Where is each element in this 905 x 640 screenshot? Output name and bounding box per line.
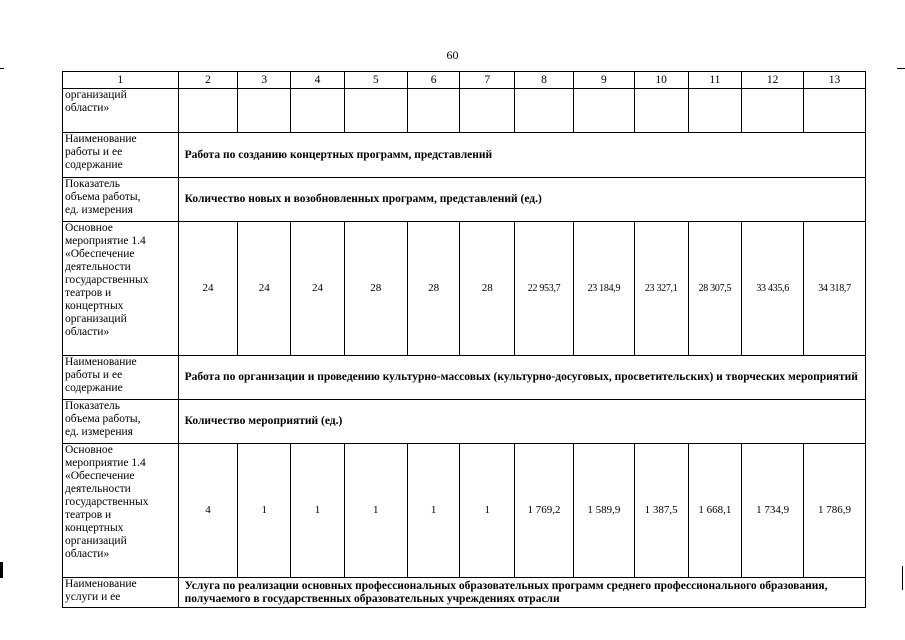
- column-number: 13: [804, 72, 866, 89]
- value-cell: 28 307,5: [688, 222, 742, 356]
- value-cell: 1 387,5: [634, 444, 688, 578]
- column-number: 10: [634, 72, 688, 89]
- left-edge-tick: [0, 68, 4, 69]
- table-row: [63, 578, 866, 608]
- value-cell: 1 769,2: [515, 444, 574, 578]
- column-number: 3: [238, 72, 291, 89]
- column-number: 1: [63, 72, 179, 89]
- column-number: 11: [688, 72, 742, 89]
- value-cell: 28: [407, 222, 460, 356]
- value-cell: 24: [291, 222, 345, 356]
- volume-indicator-text: Количество мероприятий (ед.): [178, 400, 865, 444]
- value-cell: 1: [344, 444, 407, 578]
- column-number: 5: [344, 72, 407, 89]
- empty-cell: [407, 89, 460, 133]
- value-cell: 23 184,9: [573, 222, 634, 356]
- value-cell: 28: [460, 222, 515, 356]
- right-scan-mark: [902, 566, 903, 590]
- empty-cell: [178, 89, 238, 133]
- row-label: Показатель объема работы, ед. измерения: [63, 178, 179, 222]
- table-row: [63, 178, 866, 222]
- value-cell: 1 668,1: [688, 444, 742, 578]
- empty-cell: [688, 89, 742, 133]
- empty-cell: [573, 89, 634, 133]
- column-number: 9: [573, 72, 634, 89]
- table-row: [63, 356, 866, 400]
- row-label: организаций области»: [63, 89, 179, 133]
- value-cell: 4: [178, 444, 238, 578]
- empty-cell: [742, 89, 804, 133]
- value-cell: 23 327,1: [634, 222, 688, 356]
- value-cell: 1: [291, 444, 345, 578]
- value-cell: 33 435,6: [742, 222, 804, 356]
- work-name-text: Работа по созданию концертных программ, представлений: [178, 133, 865, 178]
- row-label: Основное мероприятие 1.4 «Обеспечение деятельности государственных театров и концертных организаций области»: [63, 222, 179, 356]
- page-number: 60: [446, 48, 459, 62]
- row-label: Наименование работы и ее содержание: [63, 356, 179, 400]
- value-cell: 22 953,7: [515, 222, 574, 356]
- table-row: [63, 444, 866, 578]
- empty-cell: [515, 89, 574, 133]
- column-number: 7: [460, 72, 515, 89]
- empty-cell: [634, 89, 688, 133]
- empty-cell: [291, 89, 345, 133]
- table-row: [63, 222, 866, 356]
- column-number: 8: [515, 72, 574, 89]
- empty-cell: [460, 89, 515, 133]
- row-label: Наименование работы и ее содержание: [63, 133, 179, 178]
- value-cell: 24: [178, 222, 238, 356]
- right-edge-tick: [897, 68, 905, 69]
- value-cell: 1 589,9: [573, 444, 634, 578]
- table-row: [63, 400, 866, 444]
- value-cell: 1: [238, 444, 291, 578]
- column-number: 12: [742, 72, 804, 89]
- column-number: 4: [291, 72, 345, 89]
- value-cell: 1 786,9: [804, 444, 866, 578]
- value-cell: 28: [344, 222, 407, 356]
- volume-indicator-text: Количество новых и возобновленных программ, представлений (ед.): [178, 178, 865, 222]
- column-number-row: [63, 72, 866, 89]
- budget-table: [62, 71, 866, 608]
- empty-cell: [344, 89, 407, 133]
- value-cell: 1: [460, 444, 515, 578]
- table-row: [63, 133, 866, 178]
- row-label: Основное мероприятие 1.4 «Обеспечение деятельности государственных театров и концертных организаций области»: [63, 444, 179, 578]
- row-label: Наименование услуги и ее: [63, 578, 179, 608]
- table-row: [63, 89, 866, 133]
- left-scan-mark: [0, 562, 3, 578]
- service-name-text: Услуга по реализации основных профессиональных образовательных программ среднего профессионального образования, получаемого в государственных образовательных учреждениях отрасли: [178, 578, 865, 608]
- work-name-text: Работа по организации и проведению культурно-массовых (культурно-досуговых, просветительских) и творческих мероприятий: [178, 356, 865, 400]
- column-number: 6: [407, 72, 460, 89]
- row-label: Показатель объема работы, ед. измерения: [63, 400, 179, 444]
- value-cell: 1: [407, 444, 460, 578]
- empty-cell: [238, 89, 291, 133]
- column-number: 2: [178, 72, 238, 89]
- empty-cell: [804, 89, 866, 133]
- value-cell: 1 734,9: [742, 444, 804, 578]
- value-cell: 34 318,7: [804, 222, 866, 356]
- value-cell: 24: [238, 222, 291, 356]
